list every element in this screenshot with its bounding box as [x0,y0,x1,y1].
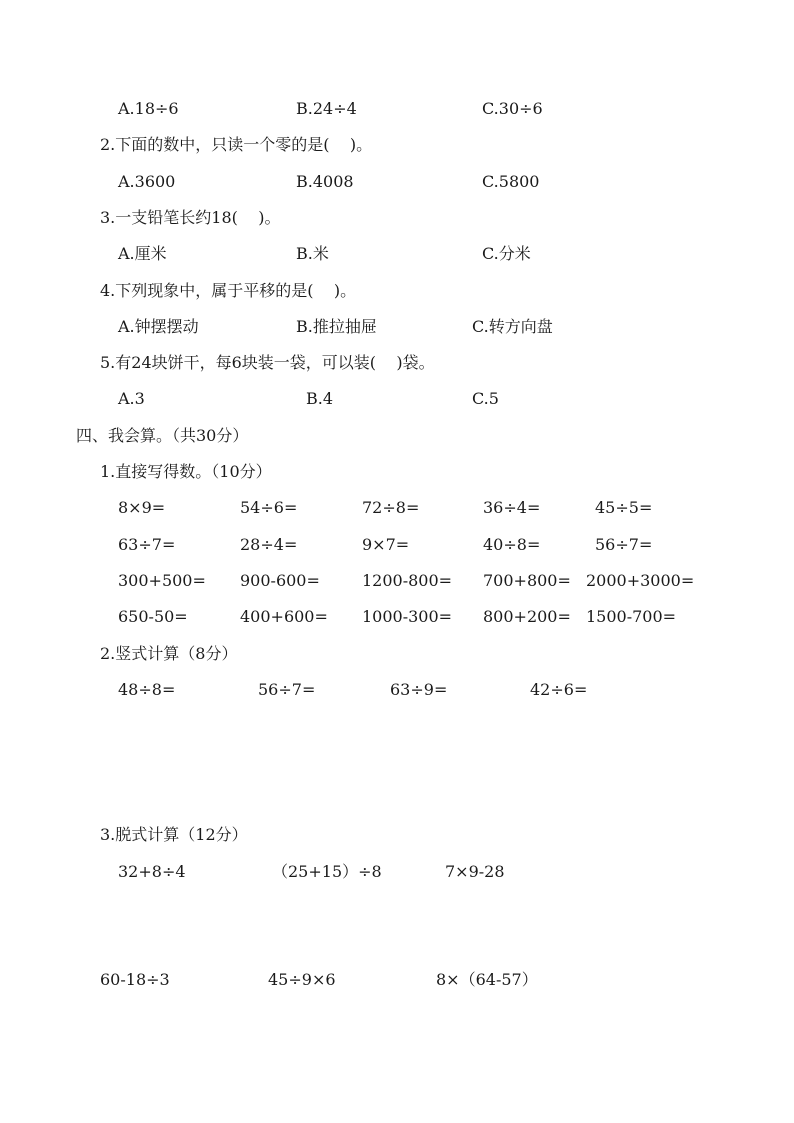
calc-item: 650-50= [118,607,188,626]
stepwise-calc-item: （25+15）÷8 [272,862,382,881]
option-c: C.5 [472,389,499,408]
calc-item: 400+600= [240,607,328,626]
option-c: C.5800 [482,172,540,191]
calc-item: 9×7= [362,535,410,554]
calc-item: 700+800= [483,571,571,590]
vertical-calc-item: 48÷8= [118,680,176,699]
part-3-title: 3.脱式计算（12分） [100,825,248,844]
option-b: B.4008 [296,172,354,191]
option-c: C.30÷6 [482,99,543,118]
calc-item: 1000-300= [362,607,453,626]
calc-item: 45÷5= [595,498,653,517]
question-5-stem: 5.有24块饼干，每6块装一袋，可以装( )袋。 [100,353,435,372]
stepwise-calc-item: 60-18÷3 [100,970,170,989]
option-b: B.4 [306,389,334,408]
calc-item: 1500-700= [586,607,677,626]
option-b: B.米 [296,244,329,263]
calc-item: 300+500= [118,571,206,590]
option-c: C.分米 [482,244,531,263]
option-a: A.18÷6 [118,99,179,118]
option-a: A.钟摆摆动 [118,317,199,336]
option-b: B.推拉抽屉 [296,317,377,336]
calc-item: 63÷7= [118,535,176,554]
calc-item: 900-600= [240,571,320,590]
stepwise-calc-item: 45÷9×6 [268,970,336,989]
question-2-stem: 2.下面的数中，只读一个零的是( )。 [100,135,373,154]
option-b: B.24÷4 [296,99,357,118]
part-1-title: 1.直接写得数。（10分） [100,462,272,481]
calc-item: 36÷4= [483,498,541,517]
stepwise-calc-item: 7×9-28 [445,862,505,881]
calc-item: 8×9= [118,498,166,517]
calc-item: 72÷8= [362,498,420,517]
option-c: C.转方向盘 [472,317,553,336]
calc-item: 40÷8= [483,535,541,554]
option-a: A.3600 [118,172,176,191]
calc-item: 1200-800= [362,571,453,590]
vertical-calc-item: 63÷9= [390,680,448,699]
calc-item: 54÷6= [240,498,298,517]
calc-item: 28÷4= [240,535,298,554]
stepwise-calc-item: 32+8÷4 [118,862,186,881]
section-title: 四、我会算。（共30分） [76,426,249,445]
part-2-title: 2.竖式计算（8分） [100,644,238,663]
option-a: A.3 [118,389,145,408]
vertical-calc-item: 56÷7= [258,680,316,699]
stepwise-calc-item: 8×（64-57） [436,970,538,989]
option-a: A.厘米 [118,244,167,263]
calc-item: 56÷7= [595,535,653,554]
question-4-stem: 4.下列现象中，属于平移的是( )。 [100,281,357,300]
question-3-stem: 3.一支铅笔长约18( )。 [100,208,281,227]
calc-item: 2000+3000= [586,571,695,590]
calc-item: 800+200= [483,607,571,626]
vertical-calc-item: 42÷6= [530,680,588,699]
